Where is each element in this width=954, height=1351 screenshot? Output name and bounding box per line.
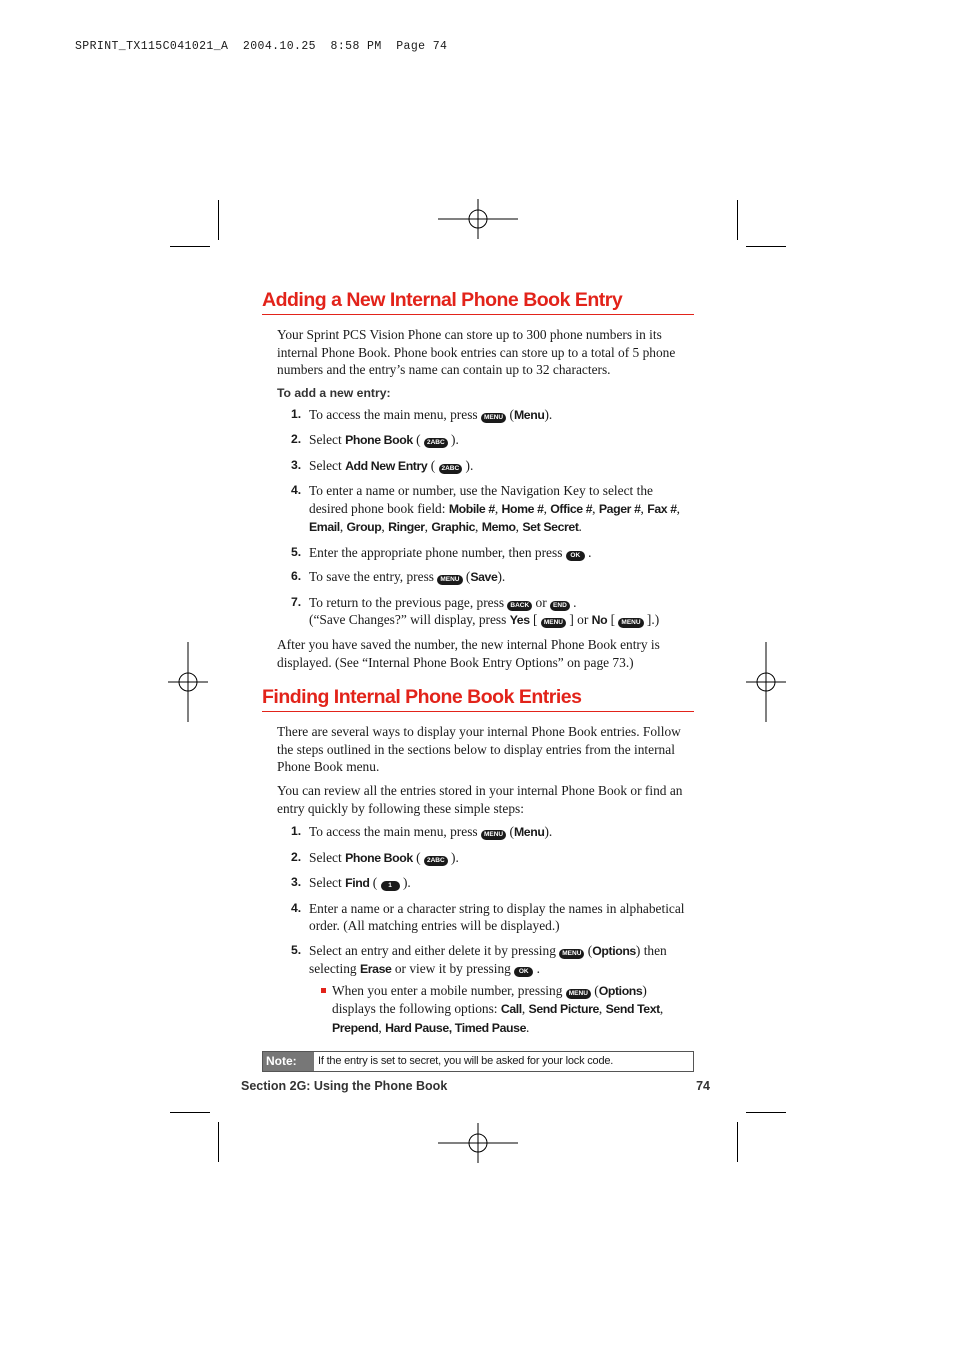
footer-section-title: Section 2G: Using the Phone Book xyxy=(241,1079,448,1093)
page-number: 74 xyxy=(696,1079,710,1093)
registration-mark-right xyxy=(746,642,786,722)
menu-key-icon: MENU xyxy=(481,830,506,840)
find-entry-steps xyxy=(262,823,694,1038)
intro-paragraph: Your Sprint PCS Vision Phone can store up to 300 phone numbers in its internal Phone Book. Phone book entries can store up to a total of 5 phone numbers and the entry’s name can contain up to 32 characters. xyxy=(277,327,676,378)
step-item: 4. To enter a name or number, use the Navigation Key to select the desired phone book field: Mobile #, Home #, Office #, Pager #, Fax #, Email, Group, Ringer, Graphic, Memo, Set Secret. xyxy=(291,483,681,535)
ok-key-icon: OK xyxy=(514,967,533,977)
bullet-square-icon xyxy=(321,988,326,993)
menu-key-icon: MENU xyxy=(437,575,462,585)
ok-key-icon: OK xyxy=(566,551,585,561)
step-item: 5. Select an entry and either delete it by pressing MENU (Options) then selecting Erase or view it by pressing OK . When you enter a mobile number, pressing MENU (Options) displays the following options: Call, Send Picture, Send Text, Prepend, Hard Pause, Timed Pause. xyxy=(309,942,694,1038)
step-item: 3. Select Find ( 1 ). xyxy=(291,875,411,891)
menu-key-icon: MENU xyxy=(541,618,566,628)
step-item: 1. To access the main menu, press MENU (Menu). xyxy=(291,824,553,840)
step-item: 7. To return to the previous page, press BACK or END . (“Save Changes?” will display, press Yes [ MENU ] or No [ MENU ].) xyxy=(291,594,660,628)
step-item: 2. Select Phone Book ( 2ABC ). xyxy=(291,432,459,448)
registration-mark-top xyxy=(438,199,518,239)
finding-paragraph-2: You can review all the entries stored in your internal Phone Book or find an entry quickly by following these simple steps: xyxy=(277,782,683,816)
list-item: When you enter a mobile number, pressing MENU (Options) displays the following options: Call, Send Picture, Send Text, Prepend, Hard Pause, Timed Pause. xyxy=(332,982,694,1038)
key-1-icon: 1 xyxy=(381,881,400,891)
key-2-icon: 2ABC xyxy=(424,438,448,448)
registration-mark-bottom xyxy=(438,1123,518,1163)
note-label: Note: xyxy=(263,1052,314,1071)
add-entry-steps xyxy=(262,406,694,630)
page-content xyxy=(262,287,694,1045)
note-box xyxy=(262,1051,694,1072)
step-item: 1. To access the main menu, press MENU (Menu). xyxy=(291,406,553,422)
step-item: 4. Enter a name or a character string to display the names in alphabetical order. (All matching entries will be displayed.) xyxy=(291,900,685,934)
menu-key-icon: MENU xyxy=(618,618,643,628)
step-item: 2. Select Phone Book ( 2ABC ). xyxy=(291,849,459,865)
key-2-icon: 2ABC xyxy=(439,464,463,474)
section-heading-adding: Adding a New Internal Phone Book Entry xyxy=(262,287,694,315)
step-item: 6. To save the entry, press MENU (Save). xyxy=(291,569,506,585)
note-text: If the entry is set to secret, you will be asked for your lock code. xyxy=(318,1055,614,1067)
step-item: 3. Select Add New Entry ( 2ABC ). xyxy=(291,457,474,473)
section-heading-finding: Finding Internal Phone Book Entries xyxy=(262,684,694,712)
end-key-icon: END xyxy=(550,601,570,611)
menu-key-icon: MENU xyxy=(481,413,506,423)
options-bullet-list xyxy=(309,982,694,1038)
after-paragraph: After you have saved the number, the new internal Phone Book entry is displayed. (See “Internal Phone Book Entry Options” on page 73.) xyxy=(277,636,660,670)
step-item: 5. Enter the appropriate phone number, then press OK . xyxy=(291,544,592,560)
print-slug: SPRINT_TX115C041021_A 2004.10.25 8:58 PM Page 74 xyxy=(75,40,448,53)
menu-key-icon: MENU xyxy=(559,949,584,959)
key-2-icon: 2ABC xyxy=(424,856,448,866)
subheading-add-entry: To add a new entry: xyxy=(277,385,391,400)
finding-paragraph-1: There are several ways to display your internal Phone Book entries. Follow the steps outlined in the sections below to display entries from the internal Phone Book menu. xyxy=(277,724,681,775)
registration-mark-left xyxy=(168,642,208,722)
menu-key-icon: MENU xyxy=(566,989,591,999)
back-key-icon: BACK xyxy=(507,601,532,611)
